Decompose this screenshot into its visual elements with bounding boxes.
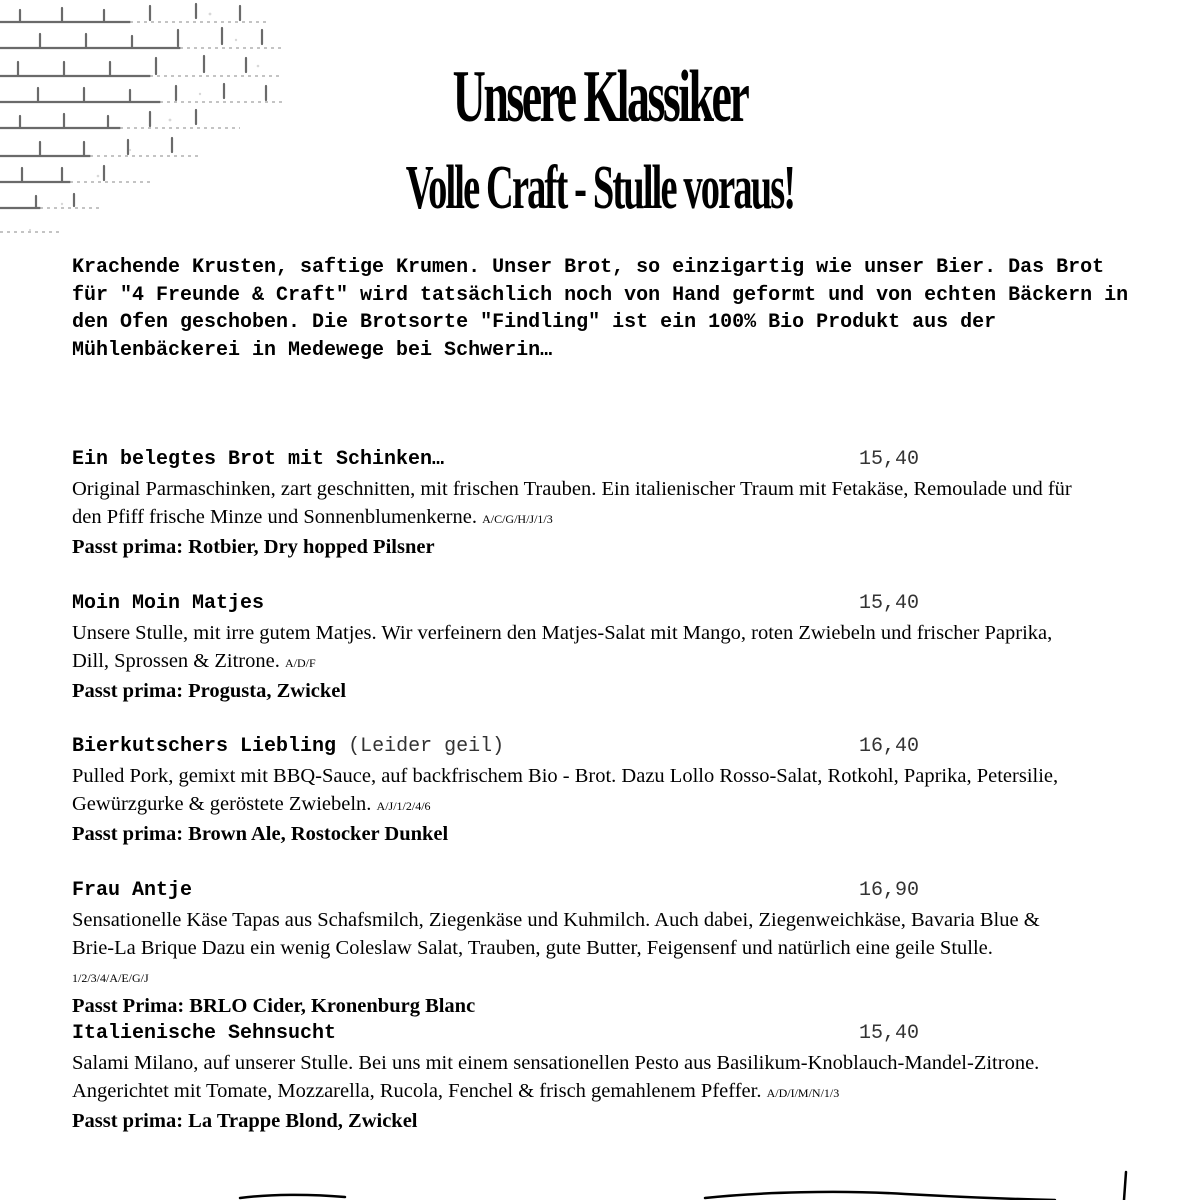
menu-item-name: Ein belegtes Brot mit Schinken… (72, 448, 445, 471)
menu-item-note: (Leider geil) (348, 735, 505, 758)
menu-item-description (72, 762, 1072, 820)
menu-item-description-text: Pulled Pork, gemixt mit BBQ-Sauce, auf backfrischem Bio - Brot. Dazu Lollo Rosso-Salat, Rotkohl, Paprika, Petersilie, Gewürzgurke & geröstete Zwiebeln. (72, 765, 1059, 815)
menu-item-allergens: A/J/1/2/4/6 (376, 799, 431, 813)
menu-item-description (72, 906, 1072, 992)
menu-item-description-text: Sensationelle Käse Tapas aus Schafsmilch, Ziegenkäse und Kuhmilch. Auch dabei, Ziegenweichkäse, Bavaria Blue & Brie-La Brique Dazu ein wenig Coleslaw Salat, Trauben, gute Butter, Feigensenf und natürlich eine geile Stulle. (72, 908, 1040, 959)
menu-item-description-text: Original Parmaschinken, zart geschnitten, mit frischen Trauben. Ein italienischer Traum mit Fetakäse, Remoulade und für den Pfiff frische Minze und Sonnenblumenkerne. (72, 478, 1072, 528)
page-subtitle: Volle Craft - Stulle voraus! (405, 154, 795, 222)
menu-item-allergens: 1/2/3/4/A/E/G/J (72, 970, 149, 985)
menu-item (72, 445, 1072, 589)
menu-list (72, 445, 1072, 1163)
menu-item (72, 876, 1072, 1020)
menu-item-price: 15,40 (859, 1022, 920, 1045)
menu-item-allergens: A/D/I/M/N/1/3 (766, 1086, 840, 1100)
menu-item-description-text: Salami Milano, auf unserer Stulle. Bei uns mit einem sensationellen Pesto aus Basilikum-Knoblauch-Mandel-Zitrone. Angerichtet mit Tomate, Mozzarella, Rucola, Fenchel & frisch gemahlenem Pfeffer. (72, 1052, 1040, 1102)
decorative-lines (0, 1150, 1200, 1200)
menu-item-header (72, 732, 1072, 762)
menu-item-price: 15,40 (859, 591, 920, 615)
menu-item-name: Frau Antje (72, 878, 193, 902)
menu-item-name: Italienische Sehnsucht (72, 1022, 337, 1045)
menu-item-pairing: Passt prima: La Trappe Blond, Zwickel (72, 1110, 418, 1132)
menu-item-pairing: Passt Prima: BRLO Cider, Kronenburg Blanc (72, 994, 476, 1017)
menu-item-header (72, 445, 1072, 475)
menu-item-price: 15,40 (859, 448, 920, 471)
page-title: Unsere Klassiker (452, 56, 748, 138)
menu-item-description-text: Unsere Stulle, mit irre gutem Matjes. Wir verfeinern den Matjes-Salat mit Mango, roten Zwiebeln und frischer Paprika, Dill, Sprossen & Zitrone. (72, 621, 1053, 672)
menu-item-header (72, 589, 1072, 619)
menu-item (72, 732, 1072, 876)
menu-item-pairing: Passt prima: Brown Ale, Rostocker Dunkel (72, 823, 449, 845)
menu-item-header (72, 1019, 1072, 1049)
menu-item-description (72, 619, 1072, 677)
menu-item-name: Bierkutschers Liebling (72, 735, 337, 758)
intro-text: Krachende Krusten, saftige Krumen. Unser Brot, so einzigartig wie unser Bier. Das Brot für "4 Freunde & Craft" wird tatsächlich noch von Hand geformt und von echten Bäckern in den Ofen geschoben. Die Brotsorte "Findling" ist ein 100% Bio Produkt aus der Mühlenbäckerei in Medewege bei Schwerin… (72, 256, 1129, 362)
menu-item-price: 16,90 (859, 878, 920, 902)
menu-item-pairing: Passt prima: Progusta, Zwickel (72, 679, 347, 702)
menu-item-description (72, 1049, 1072, 1107)
menu-item (72, 1019, 1072, 1163)
menu-item-allergens: A/D/F (284, 655, 316, 670)
menu-item-header (72, 876, 1072, 906)
menu-item-name: Moin Moin Matjes (72, 591, 265, 615)
menu-item-pairing: Passt prima: Rotbier, Dry hopped Pilsner (72, 536, 435, 558)
menu-item-price: 16,40 (859, 735, 920, 758)
menu-item (72, 589, 1072, 733)
menu-item-allergens: A/C/G/H/J/1/3 (482, 512, 553, 526)
menu-item-description (72, 475, 1072, 533)
